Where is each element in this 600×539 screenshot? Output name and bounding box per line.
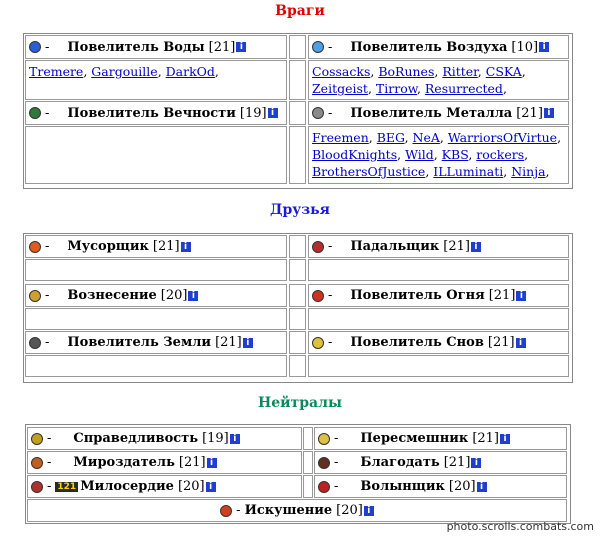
info-icon[interactable]: i [477,482,487,492]
separator-dash: - [45,239,50,254]
clan-link[interactable]: Tirrow [375,81,417,96]
member-count: [20] [336,503,363,518]
info-icon[interactable]: i [243,338,253,348]
temptation-icon[interactable] [220,505,232,517]
separator-dash: - [328,105,333,121]
member-count: [21] [208,39,236,55]
clan-name[interactable]: Волынщик [360,479,445,494]
clan-cell [27,475,302,498]
clan-row [26,285,286,306]
spacer-cell [289,60,306,100]
clan-link[interactable]: WarriorsOfVirtue [447,130,558,145]
clan-row [315,428,566,449]
member-count: [21] [215,335,242,350]
spacer-cell [289,126,306,184]
clan-link[interactable]: BrothersOfJustice [312,164,426,179]
member-count: [20] [177,479,205,494]
separator-dash: - [45,335,50,350]
clan-name[interactable]: Повелитель Земли [67,335,212,350]
clan-link[interactable]: BloodKnights [312,147,398,162]
separator-dash: - [45,288,50,303]
clan-link[interactable]: Zeitgeist [312,81,368,96]
dreams-icon[interactable] [312,337,324,349]
clan-cell [314,475,567,498]
separator-dash: - [334,455,339,470]
clan-link[interactable]: Resurrected [424,81,503,96]
spacer-cell [289,101,306,125]
clan-row [315,452,566,473]
separator-dash: - [328,335,333,350]
clan-cell-metal [308,101,569,125]
clan-name[interactable]: Пересмешник [360,431,469,446]
clan-row [309,332,568,353]
links-cell-metal [308,126,569,184]
clan-link[interactable]: BoRunes [378,64,435,79]
member-count: [21] [152,239,180,254]
clan-cell [25,235,287,258]
spacer-cell [289,259,306,281]
member-count: [21] [443,455,471,470]
clan-cell [25,284,287,307]
spacer-cell [289,331,306,354]
spacer-cell [289,35,306,59]
links-cell-water [25,60,287,100]
links-cell-empty [308,355,569,377]
separator-dash: - [47,455,52,470]
info-icon[interactable]: i [188,291,198,301]
member-count: [21] [488,288,516,303]
clan-cell [314,427,567,450]
metal-icon[interactable] [312,107,324,119]
clan-name[interactable]: Повелитель Воды [67,39,205,55]
info-icon[interactable]: i [230,434,240,444]
links-cell-eternity [25,126,287,184]
earth-icon[interactable] [29,337,41,349]
separator-dash: - [45,39,50,55]
creator-icon[interactable] [31,457,43,469]
piper-icon[interactable] [318,481,330,493]
scavenger-icon[interactable] [29,241,41,253]
clan-row [28,452,301,473]
separator-dash: - [47,479,52,494]
info-icon[interactable]: i [516,338,526,348]
clan-cell [27,427,302,450]
clan-name[interactable]: Повелитель Металла [350,105,513,121]
clan-row [309,102,568,124]
clan-link[interactable]: Wild [405,147,434,162]
clan-row [26,102,286,124]
clan-name[interactable]: Благодать [360,455,440,470]
carrion-icon[interactable] [312,241,324,253]
separator-dash: - [328,288,333,303]
fire-icon[interactable] [312,290,324,302]
air-icon[interactable] [312,41,324,53]
clan-link[interactable]: CSKA [485,64,522,79]
separator-dash: - [334,479,339,494]
level-badge: 121 [57,481,77,492]
clan-cell-eternity [25,101,287,125]
clan-cell [308,331,569,354]
clan-links: Cossacks, BoRunes, Ritter, CSKA, Zeitgeist, Tirrow, Resurrected, [309,61,568,100]
clan-row [28,500,566,521]
clan-name[interactable]: Мусорщик [67,239,149,254]
spacer-cell [289,284,306,307]
separator-dash: - [328,39,333,55]
clan-link[interactable]: DarkOd [165,64,215,79]
clan-row [26,36,286,58]
spacer-cell [289,355,306,377]
member-count: [20] [160,288,188,303]
links-cell-air [308,60,569,100]
info-icon[interactable]: i [364,506,374,516]
clan-link[interactable]: Ritter [442,64,478,79]
clan-link[interactable]: NeA [412,130,440,145]
clan-link[interactable] [381,98,408,100]
info-icon[interactable]: i [544,108,554,118]
separator-dash: - [47,431,52,446]
clan-name[interactable]: Повелитель Снов [350,335,484,350]
spacer-cell [303,427,313,450]
info-icon[interactable]: i [471,242,481,252]
clan-row [28,476,301,497]
links-cell-empty [308,259,569,281]
clan-name[interactable]: Повелитель Воздуха [350,39,508,55]
eternity-icon[interactable] [29,107,41,119]
clan-cell [25,331,287,354]
clan-cell [314,451,567,474]
member-count: [21] [443,239,470,254]
info-icon[interactable]: i [516,291,526,301]
neutrals-heading: Нейтралы [258,395,342,411]
water-icon[interactable] [29,41,41,53]
clan-link[interactable] [312,98,373,100]
friends-heading: Друзья [270,202,330,218]
links-cell-empty [25,308,287,330]
clan-link[interactable]: Gargouille [91,64,158,79]
clan-cell [27,451,302,474]
info-icon[interactable]: i [236,42,246,52]
member-count: [19] [239,105,267,121]
clan-cell [308,284,569,307]
clan-row [309,36,568,58]
clan-row [26,332,286,353]
justice-icon[interactable] [31,433,43,445]
clan-name[interactable]: Повелитель Огня [350,288,485,303]
info-icon[interactable]: i [539,42,549,52]
clan-row [28,428,301,449]
clan-cell-air [308,35,569,59]
clan-links: Freemen, BEG, NeA, WarriorsOfVirtue, BloodKnights, Wild, KBS, rockers, BrothersOfJustice, ILLuminati, Ninja, [312,130,562,179]
spacer-cell [303,475,313,498]
info-icon[interactable]: i [471,458,481,468]
spacer-cell [303,451,313,474]
member-count: [21] [516,105,543,121]
info-icon[interactable]: i [268,108,278,118]
clan-name[interactable]: Падальщик [350,239,440,254]
clan-row [309,285,568,306]
enemies-heading: Враги [275,3,325,19]
member-count: [21] [472,431,499,446]
mockingbird-icon[interactable] [318,433,330,445]
ascension-icon[interactable] [29,290,41,302]
clan-name[interactable]: Мироздатель [73,455,175,470]
clan-cell [308,235,569,258]
mercy-icon[interactable] [31,481,43,493]
clan-cell-water [25,35,287,59]
clan-cell-temptation [27,499,567,522]
clan-link[interactable]: BEG [376,130,405,145]
watermark: photo.scrolls.combats.com [446,520,594,533]
member-count: [21] [178,455,206,470]
links-cell-empty [308,308,569,330]
links-cell-empty [25,355,287,377]
clan-name[interactable]: Справедливость [73,431,199,446]
separator-dash: - [334,431,339,446]
clan-link[interactable]: ILLuminati [433,164,504,179]
clan-link[interactable]: Ninja [511,164,546,179]
member-count: [20] [448,479,476,494]
clan-links [26,127,286,131]
grace-icon[interactable] [318,457,330,469]
info-icon[interactable]: i [206,482,216,492]
member-count: [19] [202,431,229,446]
links-cell-empty [25,259,287,281]
clan-link[interactable]: KBS [441,147,469,162]
spacer-cell [289,308,306,330]
separator-dash: - [328,239,333,254]
clan-links: Tremere, Gargouille, DarkOd, [29,64,219,79]
member-count: [10] [511,39,539,55]
info-icon[interactable]: i [181,242,191,252]
clan-link[interactable]: Cossacks [312,64,371,79]
clan-row [309,236,568,257]
clan-link[interactable]: Freemen [312,130,369,145]
info-icon[interactable]: i [207,458,217,468]
separator-dash: - [45,105,50,121]
clan-link[interactable]: Tremere [29,64,84,79]
clan-name[interactable]: Повелитель Вечности [67,105,236,121]
clan-name[interactable]: Милосердие [80,479,174,494]
member-count: [21] [487,335,515,350]
clan-row [315,476,566,497]
spacer-cell [289,235,306,258]
separator-dash: - [236,503,241,518]
info-icon[interactable]: i [500,434,510,444]
clan-name[interactable]: Вознесение [67,288,157,303]
clan-name[interactable]: Искушение [244,503,333,518]
clan-link[interactable]: rockers [476,147,525,162]
clan-row [26,236,286,257]
